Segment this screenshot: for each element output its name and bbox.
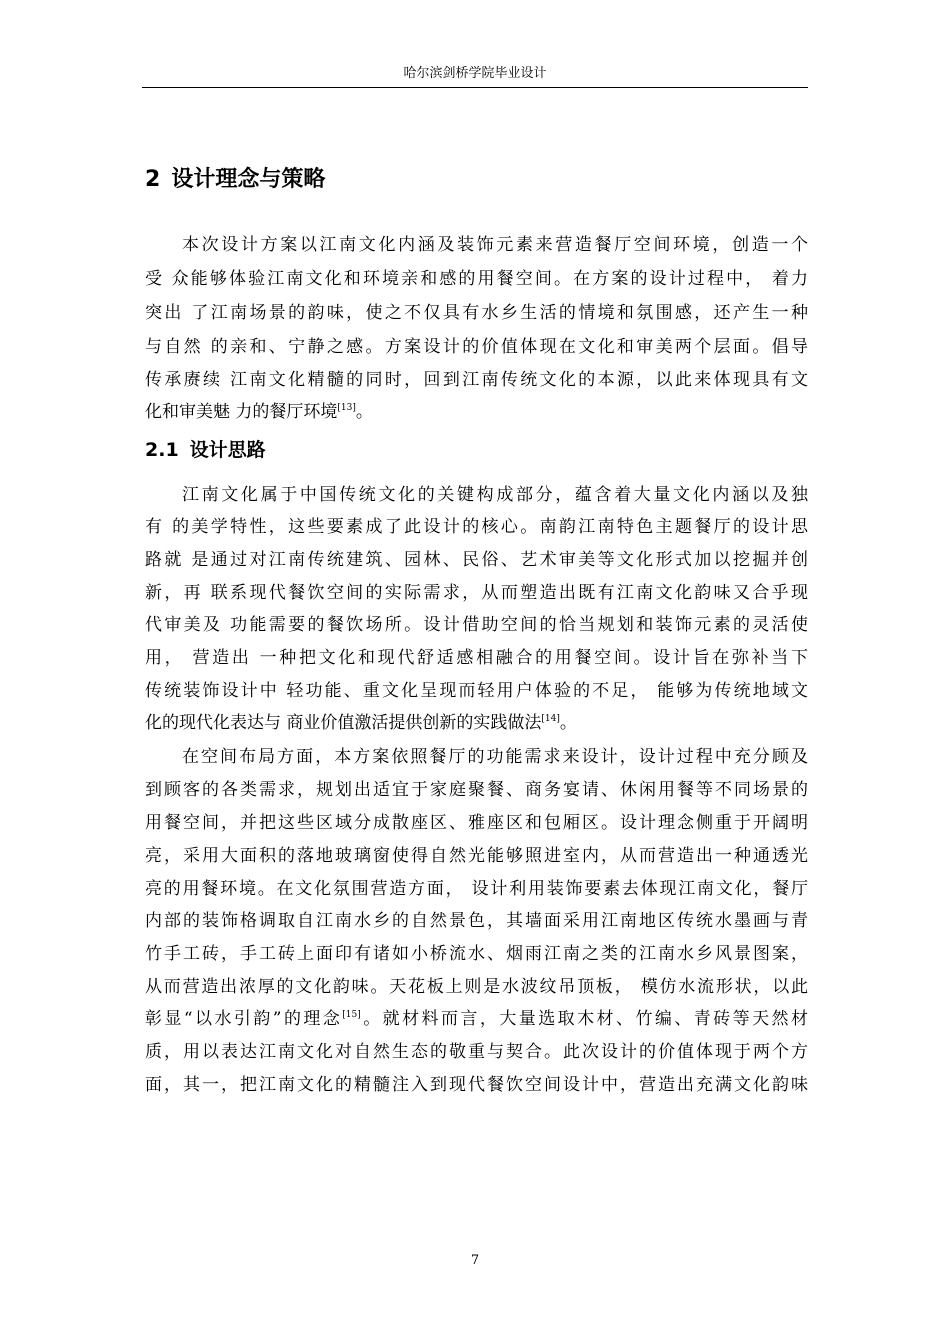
paragraph-line: 竹手工砖，手工砖上面印有诸如小桥流水、烟雨江南之类的江南水乡风景图案，	[145, 944, 808, 964]
paragraph-line: 到顾客的各类需求，规划出适宜于家庭聚餐、商务宴请、休闲用餐等不同场景的	[145, 780, 808, 800]
paragraph-line: 江南文化属于中国传统文化的关键构成部分，蕴含着大量文化内涵以及独	[182, 485, 808, 505]
paragraph-line: 受 众能够体验江南文化和环境亲和感的用餐空间。在方案的设计过程中， 着力	[145, 269, 808, 289]
section-number: 2.1	[145, 439, 179, 461]
paragraph-line: 在空间布局方面，本方案依照餐厅的功能需求来设计，设计过程中充分顾及	[182, 747, 808, 767]
paragraph-line: 路就 是通过对江南传统建筑、园林、民俗、艺术审美等文化形式加以挖掘并创	[145, 550, 808, 570]
paragraph-line: 质，用以表达江南文化对自然生态的敬重与契合。此次设计的价值体现于两个方	[145, 1042, 808, 1062]
paragraph-line: 从而营造出浓厚的文化韵味。天花板上则是水波纹吊顶板， 模仿水流形状，以此	[145, 977, 808, 997]
page-number: 7	[470, 1253, 480, 1268]
paragraph-line: 亮，采用大面积的落地玻璃窗使得自然光能够照进室内，从而营造出一种通透光	[145, 846, 808, 866]
section-title: 设计思路	[189, 439, 266, 461]
chapter-title: 设计理念与策略	[171, 167, 326, 192]
line-end: 。	[559, 713, 577, 733]
line-text: 化和审美魅 力的餐厅环境	[145, 402, 338, 422]
chapter-number: 2	[145, 167, 161, 192]
header-rule	[142, 87, 808, 88]
paragraph-line: 传承赓续 江南文化精髓的同时，回到江南传统文化的本源，以此来体现具有文	[145, 370, 808, 390]
citation-13: [13]	[337, 403, 356, 413]
line-text: 彰显“以水引韵”的理念	[145, 1009, 343, 1029]
citation-15: [15]	[342, 1010, 361, 1020]
paragraph-line: 新，再 联系现代餐饮空间的实际需求，从而塑造出既有江南文化韵味又合乎现	[145, 583, 808, 603]
line-text: 。就材料而言，大量选取木材、竹编、青砖等天然材	[360, 1009, 808, 1029]
paragraph-line: 传统装饰设计中 轻功能、重文化呈现而轻用户体验的不足， 能够为传统地域文	[145, 681, 808, 701]
paragraph-line	[145, 712, 808, 734]
paragraph-line: 用， 营造出 一种把文化和现代舒适感相融合的用餐空间。设计旨在弥补当下	[145, 648, 808, 668]
chapter-heading	[145, 165, 325, 195]
paragraph-line: 与自然 的亲和、宁静之感。方案设计的价值体现在文化和审美两个层面。倡导	[145, 337, 808, 357]
paragraph-line: 内部的装饰格调取自江南水乡的自然景色，其墙面采用江南地区传统水墨画与青	[145, 911, 808, 931]
paragraph-line: 代审美及 功能需要的餐饮场所。设计借助空间的恰当规划和装饰元素的灵活使	[145, 615, 808, 635]
paragraph-line: 本次设计方案以江南文化内涵及装饰元素来营造餐厅空间环境，创造一个	[182, 235, 808, 255]
line-end: 。	[355, 402, 373, 422]
paragraph-line	[145, 401, 808, 423]
paragraph-line: 用餐空间，并把这些区域分成散座区、雅座区和包厢区。设计理念侧重于开阔明	[145, 813, 808, 833]
paragraph-line: 面，其一，把江南文化的精髓注入到现代餐饮空间设计中，营造出充满文化韵味	[145, 1075, 808, 1095]
running-header: 哈尔滨剑桥学院毕业设计	[403, 66, 547, 81]
section-heading	[145, 436, 266, 464]
paragraph-line: 亮的用餐环境。在文化氛围营造方面， 设计利用装饰要素去体现江南文化，餐厅	[145, 879, 808, 899]
paragraph-line	[145, 1008, 808, 1030]
citation-14: [14]	[541, 714, 560, 724]
paragraph-line: 突出 了江南场景的韵味，使之不仅具有水乡生活的情境和氛围感，还产生一种	[145, 303, 808, 323]
line-text: 化的现代化表达与 商业价值激活提供创新的实践做法	[145, 713, 542, 733]
paragraph-line: 有 的美学特性，这些要素成了此设计的核心。南韵江南特色主题餐厅的设计思	[145, 517, 808, 537]
